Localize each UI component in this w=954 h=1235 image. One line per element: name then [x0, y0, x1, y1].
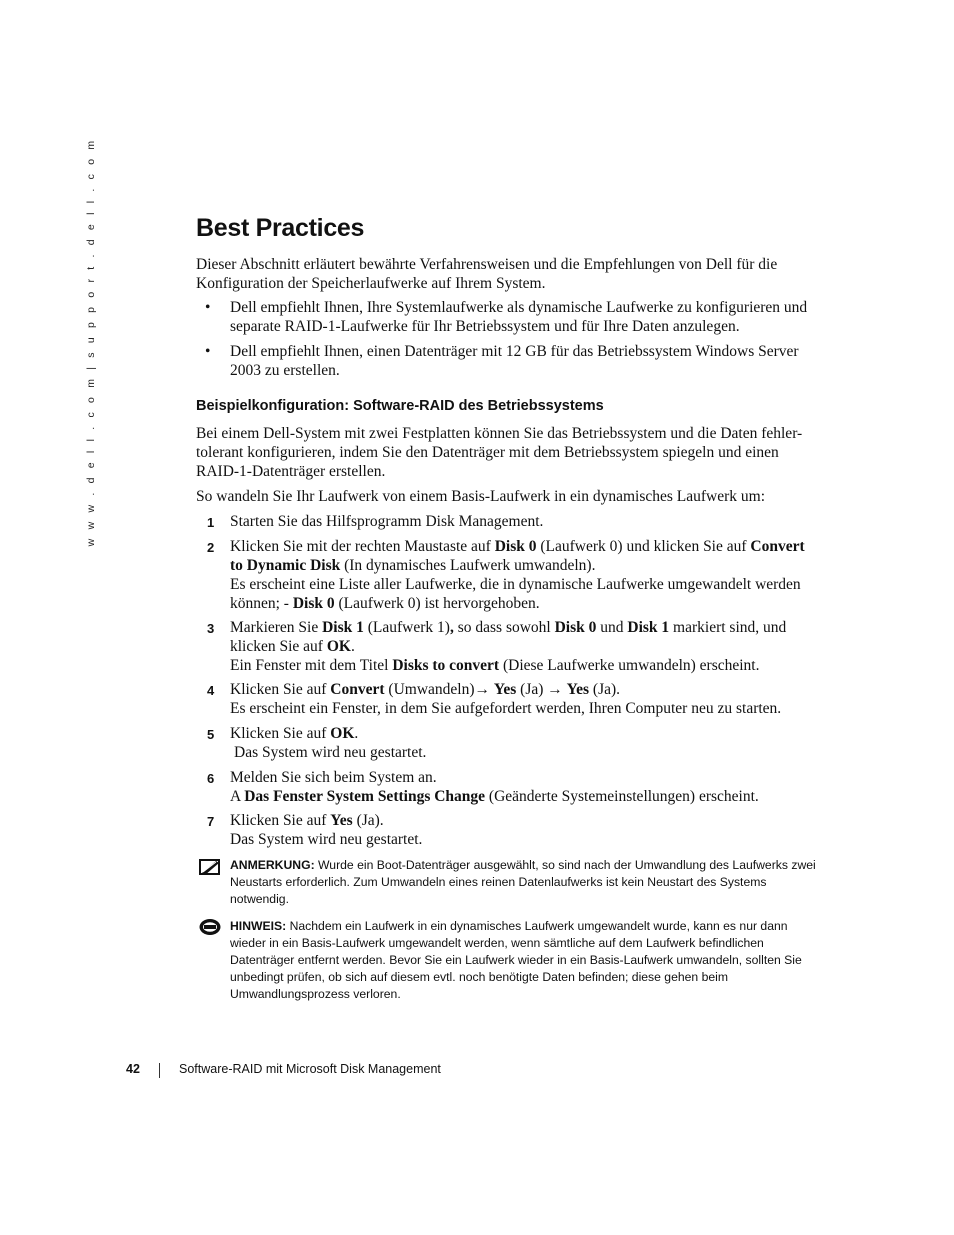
step-5 — [196, 724, 816, 762]
page-title: Best Practices — [196, 214, 365, 242]
bullet-mark: • — [205, 299, 211, 316]
step-number: 5 — [207, 727, 215, 742]
step-4 — [196, 680, 816, 718]
step-text: Klicken Sie auf Yes (Ja). Das System wird neu gestartet. — [230, 812, 423, 848]
arrow-right-icon: → — [547, 681, 567, 698]
step-number: 4 — [207, 683, 215, 698]
step-3 — [196, 618, 816, 675]
side-url-label: w w w . d e l l . c o m | s u p p o r t . d e l l . c o m — [85, 137, 97, 547]
step-text: Klicken Sie auf OK. Das System wird neu gestartet. — [230, 725, 427, 761]
page-footer — [126, 1062, 441, 1076]
bullet-item — [196, 298, 816, 336]
step-7 — [196, 811, 816, 849]
step-number: 2 — [207, 540, 215, 555]
step-number: 6 — [207, 771, 215, 786]
step-text: Klicken Sie auf Convert (Umwandeln)→ Yes (Ja) → Yes (Ja). Es erscheint ein Fenster, in dem Sie aufgefordert werden, Ihren Computer neu zu starten. — [230, 681, 782, 717]
section-subheading: Beispielkonfiguration: Software-RAID des Betriebssystems — [196, 398, 604, 414]
step-text: Melden Sie sich beim System an. A Das Fenster System Settings Change (Geänderte Systemeinstellungen) erscheint. — [230, 769, 759, 805]
bullet-text: Dell empfiehlt Ihnen, einen Datenträger mit 12 GB für das Betriebssystem Windows Server 2003 zu erstellen. — [230, 343, 799, 379]
step-number: 7 — [207, 814, 215, 829]
notice-text: HINWEIS: Nachdem ein Laufwerk in ein dynamisches Laufwerk umgewandelt wurde, kann es nur dann wieder in ein Basis-Laufwerk umgewandelt werden, wenn sämtliche auf dem Laufwerk befindlichen Datenträger entfernt werden. Bevor Sie ein Laufwerk wieder in ein Basis-Laufwerk umwandeln, sollten Sie unbedingt prüfen, ob sich auf diesem evtl. noch benötigte Daten befinden; diese gehen beim Umwandlungsprozess verloren. — [230, 919, 802, 1001]
hand-notice-icon — [198, 918, 222, 943]
footer-separator — [159, 1063, 160, 1078]
notice-box — [196, 918, 816, 1003]
step-text: Starten Sie das Hilfsprogramm Disk Management. — [230, 513, 544, 530]
convert-intro-paragraph: So wandeln Sie Ihr Laufwerk von einem Basis-Laufwerk in ein dynamisches Laufwerk um: — [196, 488, 766, 505]
step-text: Markieren Sie Disk 1 (Laufwerk 1), so dass sowohl Disk 0 und Disk 1 markiert sind, und klicken Sie auf OK. Ein Fenster mit dem Titel Disks to convert (Diese Laufwerke umwandeln) erscheint. — [230, 619, 787, 674]
bullet-item — [196, 342, 816, 380]
intro-paragraph: Dieser Abschnitt erläutert bewährte Verfahrensweisen und die Empfehlungen von Dell für die Konfiguration der Speicherlaufwerke auf Ihrem System. — [196, 256, 778, 292]
bullet-text: Dell empfiehlt Ihnen, Ihre Systemlaufwerke als dynamische Laufwerke zu konfigurieren und separate RAID-1-Laufwerke für Ihr Betriebssystem und für Ihre Daten anzulegen. — [230, 299, 808, 335]
step-text: Klicken Sie mit der rechten Maustaste auf Disk 0 (Laufwerk 0) und klicken Sie auf Convert to Dynamic Disk (In dynamisches Laufwerk umwandeln). Es erscheint eine Liste aller Laufwerke, die in dynamische Laufwerke umgewandelt werden können; - Disk 0 (Laufwerk 0) ist hervorgehoben. — [230, 538, 805, 612]
step-2 — [196, 537, 816, 613]
example-paragraph: Bei einem Dell-System mit zwei Festplatten können Sie das Betriebssystem und die Daten fehler-tolerant konfigurieren, indem Sie den Datenträger mit dem Betriebssystem spiegeln und einen RAID-1-Datenträger erstellen. — [196, 425, 803, 480]
step-number: 3 — [207, 621, 215, 636]
step-number: 1 — [207, 515, 215, 530]
footer-section-title: Software-RAID mit Microsoft Disk Management — [179, 1062, 441, 1076]
step-6 — [196, 768, 816, 806]
bullet-mark: • — [205, 343, 211, 360]
pencil-note-icon — [198, 857, 222, 882]
side-url-text — [84, 137, 98, 547]
step-1 — [196, 512, 816, 531]
page-number: 42 — [126, 1062, 140, 1076]
note-text: ANMERKUNG: Wurde ein Boot-Datenträger ausgewählt, so sind nach der Umwandlung des Laufwerks zwei Neustarts erforderlich. Zum Umwandeln eines reinen Datenlaufwerks ist kein Neustart des Systems notwendig. — [230, 858, 816, 906]
arrow-right-icon: → — [474, 681, 494, 698]
note-box — [196, 857, 816, 908]
